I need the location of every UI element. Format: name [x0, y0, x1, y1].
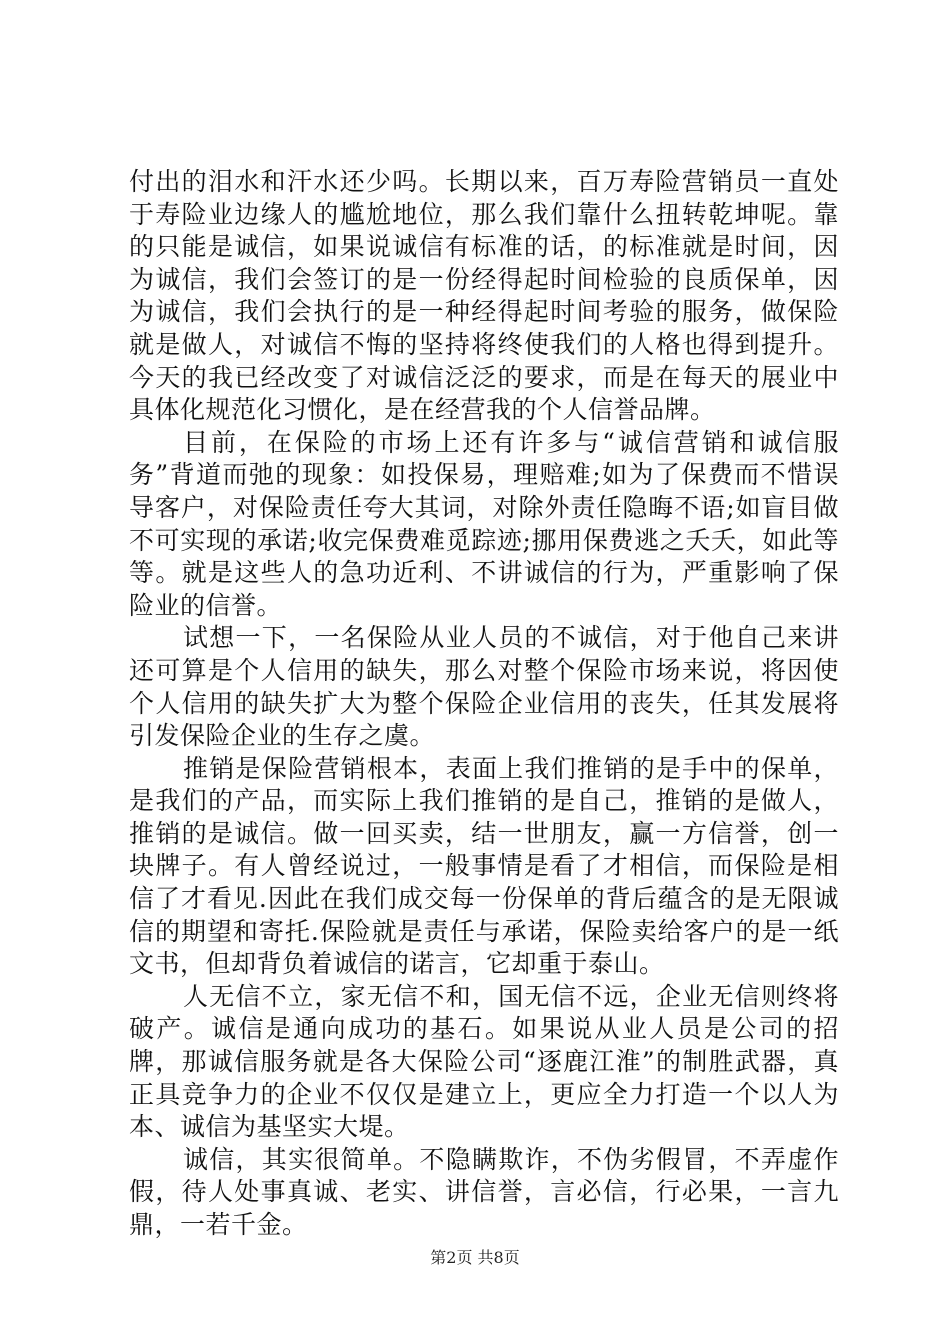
paragraph: 付出的泪水和汗水还少吗。长期以来，百万寿险营销员一直处于寿险业边缘人的尴尬地位，那么我们靠什么扭转乾坤呢。靠的只能是诚信，如果说诚信有标准的话，的标准就是时间，因为诚信，我们会签订的是一份经得起时间检验的良质保单，因为诚信，我们会执行的是一种经得起时间考验的服务，做保险就是做人，对诚信不悔的坚持将终使我们的人格也得到提升。今天的我已经改变了对诚信泛泛的要求，而是在每天的展业中具体化规范化习惯化，是在经营我的个人信誉品牌。: [129, 167, 839, 425]
page-number-footer: 第2页 共8页: [430, 1248, 520, 1267]
document-body: [129, 166, 839, 1242]
paragraph: 试想一下，一名保险从业人员的不诚信，对于他自己来讲还可算是个人信用的缺失，那么对整个保险市场来说，将因使个人信用的缺失扩大为整个保险企业信用的丧失，任其发展将引发保险企业的生存之虞。: [129, 623, 839, 751]
paragraph: 人无信不立，家无信不和，国无信不远，企业无信则终将破产。诚信是通向成功的基石。如果说从业人员是公司的招牌，那诚信服务就是各大保险公司“逐鹿江淮”的制胜武器，真正具竞争力的企业不仅仅是建立上，更应全力打造一个以人为本、诚信为基坚实大堤。: [129, 981, 839, 1142]
paragraph: 目前，在保险的市场上还有许多与“诚信营销和诚信服务”背道而弛的现象：如投保易，理赔难;如为了保费而不惜误导客户，对保险责任夸大其词，对除外责任隐晦不语;如盲目做不可实现的承诺;收完保费难觅踪迹;挪用保费逃之夭夭，如此等等。就是这些人的急功近利、不讲诚信的行为，严重影响了保险业的信誉。: [129, 427, 839, 620]
paragraph: 推销是保险营销根本，表面上我们推销的是手中的保单，是我们的产品，而实际上我们推销的是自己，推销的是做人，推销的是诚信。做一回买卖，结一世朋友，赢一方信誉，创一块牌子。有人曾经说过，一般事情是看了才相信，而保险是相信了才看见.因此在我们成交每一份保单的背后蕴含的是无限诚信的期望和寄托.保险就是责任与承诺，保险卖给客户的是一纸文书，但却背负着诚信的诺言，它却重于泰山。: [129, 753, 839, 979]
paragraph: 诚信，其实很简单。不隐瞒欺诈，不伪劣假冒，不弄虚作假，待人处事真诚、老实、讲信誉，言必信，行必果，一言九鼎，一若千金。: [129, 1144, 839, 1239]
